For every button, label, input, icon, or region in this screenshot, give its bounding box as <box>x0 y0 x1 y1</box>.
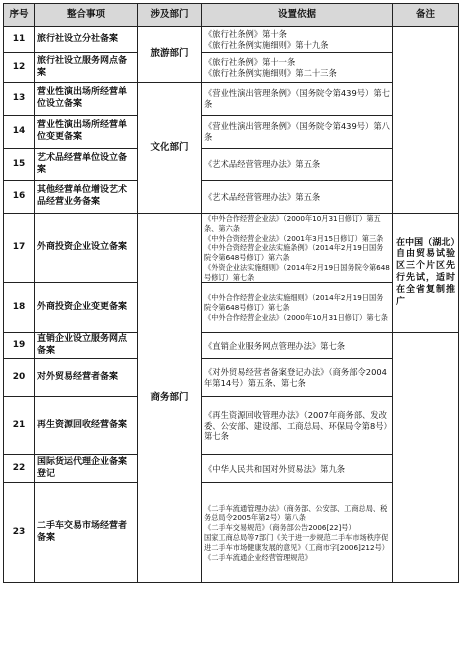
basis-text: 《二手车交易规范》（商务部公告2006[22]号） <box>204 523 356 533</box>
table-row <box>4 53 459 83</box>
basis-text: 《再生资源回收管理办法》（2007年商务部、发改委、公安部、建设部、工商总局、环保局令第8号）第七条 <box>202 397 393 455</box>
table-row <box>4 483 459 583</box>
item-name: 直销企业设立服务网点备案 <box>35 333 138 359</box>
item-name: 旅行社设立分社备案 <box>35 27 138 53</box>
basis-text: 《中外合作经营企业法》（2000年10月31日修订）第七条 <box>204 312 388 322</box>
header-remark: 备注 <box>393 4 459 27</box>
header-serial: 序号 <box>4 4 35 27</box>
basis-text: 国家工商总局等7部门《关于进一步规范二手车市场秩序促进二手车市场健康发展的意见》（工商市字[2006]212号） <box>204 532 389 552</box>
row-number: 13 <box>4 83 35 116</box>
row-number: 19 <box>4 333 35 359</box>
remark-empty <box>393 27 459 214</box>
item-name: 对外贸易经营者备案 <box>35 359 138 397</box>
header-item: 整合事项 <box>35 4 138 27</box>
row-number: 23 <box>4 483 35 583</box>
basis-cell <box>202 483 393 583</box>
table-row <box>4 116 459 149</box>
basis-text: 《艺术品经营管理办法》第五条 <box>202 181 393 214</box>
basis-text: 《中华人民共和国对外贸易法》第九条 <box>202 455 393 483</box>
table-header-row <box>4 4 459 27</box>
basis-text: 《旅行社条例》第十条 <box>204 28 287 39</box>
basis-text: 《旅行社条例实施细则》第十九条 <box>204 39 329 50</box>
basis-text: 《艺术品经营管理办法》第五条 <box>202 149 393 181</box>
basis-cell <box>202 27 393 53</box>
item-name: 外商投资企业设立备案 <box>35 214 138 283</box>
table-row <box>4 83 459 116</box>
basis-cell <box>202 283 393 333</box>
item-name: 旅行社设立服务网点备案 <box>35 53 138 83</box>
basis-text: 《外资企业法实施细则》（2014年2月19日国务院令第648号修订）第七条 <box>204 262 390 282</box>
basis-text: 《二手车流通企业经营管理规范》 <box>204 552 312 562</box>
row-number: 14 <box>4 116 35 149</box>
basis-text: 《二手车流通管理办法》（商务部、公安部、工商总局、税务总局令2005年第2号）第八条 <box>204 503 388 523</box>
basis-text: 《对外贸易经营者备案登记办法》（商务部令2004年第14号）第五条、第七条 <box>202 359 393 397</box>
basis-text: 《旅行社条例》第十一条 <box>204 56 296 67</box>
header-department: 涉及部门 <box>138 4 202 27</box>
remark-empty <box>393 333 459 583</box>
row-number: 20 <box>4 359 35 397</box>
header-basis: 设置依据 <box>202 4 393 27</box>
basis-text: 《营业性演出管理条例》（国务院令第439号）第七条 <box>202 83 393 116</box>
table-row <box>4 359 459 397</box>
basis-cell <box>202 214 393 283</box>
department-culture: 文化部门 <box>138 83 202 214</box>
table-row <box>4 214 459 283</box>
item-name: 再生资源回收经营备案 <box>35 397 138 455</box>
basis-text: 《中外合作经营企业法》（2000年10月31日修订）第五条、第六条 <box>204 214 381 233</box>
item-name: 营业性演出场所经营单位设立备案 <box>35 83 138 116</box>
row-number: 17 <box>4 214 35 283</box>
basis-text: 《中外合资经营企业法》（2001年3月15日修订）第三条 <box>204 233 384 243</box>
item-name: 其他经营单位增设艺术品经营业务备案 <box>35 181 138 214</box>
registration-items-table <box>3 3 459 583</box>
table-row <box>4 397 459 455</box>
department-commerce: 商务部门 <box>138 214 202 583</box>
basis-text: 《中外合资经营企业法实施条例》（2014年2月19日国务院令第648号修订）第六条 <box>204 243 384 263</box>
row-number: 16 <box>4 181 35 214</box>
basis-text: 《旅行社条例实施细则》第二十三条 <box>204 67 337 78</box>
basis-text: 《中外合作经营企业法实施细则》（2014年2月19日国务院令第648号修订）第七条 <box>204 293 384 313</box>
remark-text: 在中国（湖北）自由贸易试验区三个片区先行先试，适时在全省复制推广 <box>393 214 459 333</box>
table-row <box>4 27 459 53</box>
item-name: 营业性演出场所经营单位变更备案 <box>35 116 138 149</box>
basis-cell <box>202 53 393 83</box>
document-page <box>3 3 459 583</box>
row-number: 15 <box>4 149 35 181</box>
row-number: 12 <box>4 53 35 83</box>
basis-text: 《直销企业服务网点管理办法》第七条 <box>202 333 393 359</box>
table-row <box>4 455 459 483</box>
table-row <box>4 181 459 214</box>
item-name: 艺术品经营单位设立备案 <box>35 149 138 181</box>
item-name: 二手车交易市场经营者备案 <box>35 483 138 583</box>
table-row <box>4 149 459 181</box>
basis-text: 《营业性演出管理条例》（国务院令第439号）第八条 <box>202 116 393 149</box>
row-number: 11 <box>4 27 35 53</box>
item-name: 外商投资企业变更备案 <box>35 283 138 333</box>
row-number: 18 <box>4 283 35 333</box>
item-name: 国际货运代理企业备案登记 <box>35 455 138 483</box>
table-row <box>4 283 459 333</box>
department-tourism: 旅游部门 <box>138 27 202 83</box>
row-number: 22 <box>4 455 35 483</box>
table-row <box>4 333 459 359</box>
row-number: 21 <box>4 397 35 455</box>
